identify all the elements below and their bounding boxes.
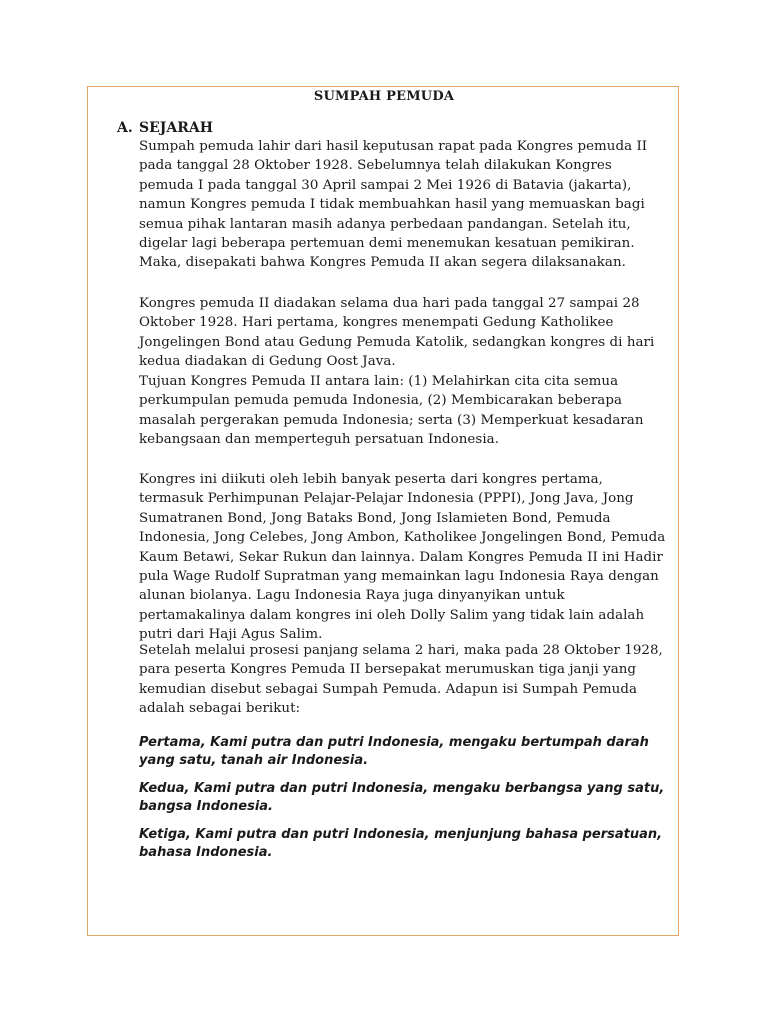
pledge-second: Kedua, Kami putra dan putri Indonesia, mengaku berbangsa yang satu, bangsa Indonesia. [139,781,665,814]
section-letter: A. [117,120,133,136]
paragraph-history: Sumpah pemuda lahir dari hasil keputusan rapat pada Kongres pemuda II pada tanggal 28 Oktober 1928. Sebelumnya telah dilakukan Kongres pemuda I pada tanggal 30 April sampai 2 Mei 1926 di Batavia (jakarta), namun Kongres pemuda I tidak membuahkan hasil yang memuaskan bagi semua pihak lantaran masih adanya perbedaan pandangan. Setelah itu, digelar lagi beberapa pertemuan demi menemukan kesatuan pemikiran. Maka, disepakati bahwa Kongres Pemuda II akan segera dilaksanakan. [139,139,648,271]
pledge-first: Pertama, Kami putra dan putri Indonesia, mengaku bertumpah darah yang satu, tanah air Indonesia. [139,735,649,768]
paragraph-congress-goals: Tujuan Kongres Pemuda II antara lain: (1) Melahirkan cita cita semua perkumpulan pemuda pemuda Indonesia, (2) Membicarakan beberapa masalah pergerakan pemuda Indonesia; serta (3) Memperkuat kesadaran kebangsaan dan memperteguh persatuan Indonesia. [139,374,644,448]
pledge-third: Ketiga, Kami putra dan putri Indonesia, menjunjung bahasa persatuan, bahasa Indonesia. [139,827,663,860]
paragraph-oath-intro: Setelah melalui prosesi panjang selama 2 hari, maka pada 28 Oktober 1928, para peserta Kongres Pemuda II bersepakat merumuskan tiga janji yang kemudian disebut sebagai Sumpah Pemuda. Adapun isi Sumpah Pemuda adalah sebagai berikut: [139,643,663,717]
paragraph-participants: Kongres ini diikuti oleh lebih banyak peserta dari kongres pertama, termasuk Perhimpunan Pelajar-Pelajar Indonesia (PPPI), Jong Java, Jong Sumatranen Bond, Jong Bataks Bond, Jong Islamieten Bond, Pemuda Indonesia, Jong Celebes, Jong Ambon, Katholikee Jongelingen Bond, Pemuda Kaum Betawi, Sekar Rukun dan lainnya. Dalam Kongres Pemuda II ini Hadir pula Wage Rudolf Supratman yang memainkan lagu Indonesia Raya dengan alunan biolanya. Lagu Indonesia Raya juga dinyanyikan untuk pertamakalinya dalam kongres ini oleh Dolly Salim yang tidak lain adalah putri dari Haji Agus Salim. [139,472,666,643]
section-heading-text: SEJARAH [139,120,213,136]
section-heading [117,120,213,136]
document-title: SUMPAH PEMUDA [313,89,455,104]
paragraph-congress-days: Kongres pemuda II diadakan selama dua hari pada tanggal 27 sampai 28 Oktober 1928. Hari pertama, kongres menempati Gedung Katholikee Jongelingen Bond atau Gedung Pemuda Katolik, sedangkan kongres di hari kedua diadakan di Gedung Oost Java. [139,296,655,370]
